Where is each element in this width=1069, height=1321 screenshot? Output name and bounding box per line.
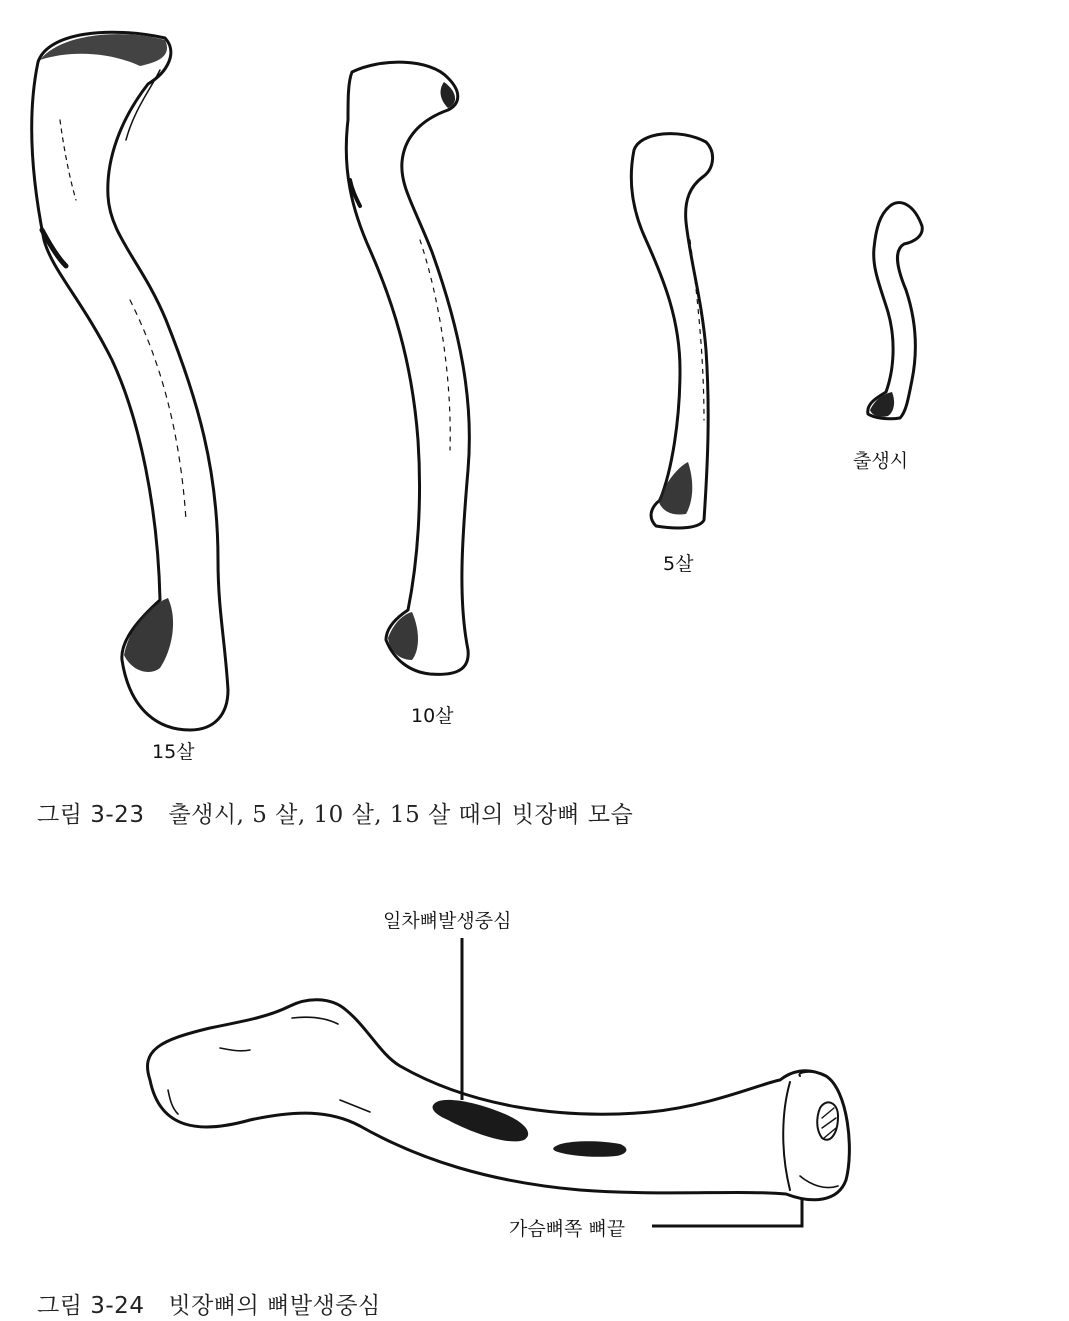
label-age-10: 10살 xyxy=(411,705,454,727)
callout-sternal-end: 가슴뼈쪽 뼈끝 xyxy=(509,1218,626,1240)
leader-line-sternal-end xyxy=(652,1198,802,1226)
figure-3-23-number: 그림 3-23 xyxy=(37,802,145,828)
label-age-5: 5살 xyxy=(663,553,694,575)
figure-3-24-number: 그림 3-24 xyxy=(37,1293,145,1319)
callout-primary-ossification: 일차뼈발생중심 xyxy=(383,910,512,932)
figure-3-24-caption xyxy=(37,1287,381,1320)
figure-3-24-caption-text: 빗장뼈의 뼈발생중심 xyxy=(168,1293,381,1319)
label-birth: 출생시 xyxy=(853,450,909,472)
primary-ossification-centre-minor xyxy=(553,1141,626,1157)
figure-3-23-caption-text: 출생시, 5 살, 10 살, 15 살 때의 빗장뼈 모습 xyxy=(168,802,634,828)
clavicle-outline xyxy=(148,1000,850,1200)
label-age-15: 15살 xyxy=(152,741,195,763)
